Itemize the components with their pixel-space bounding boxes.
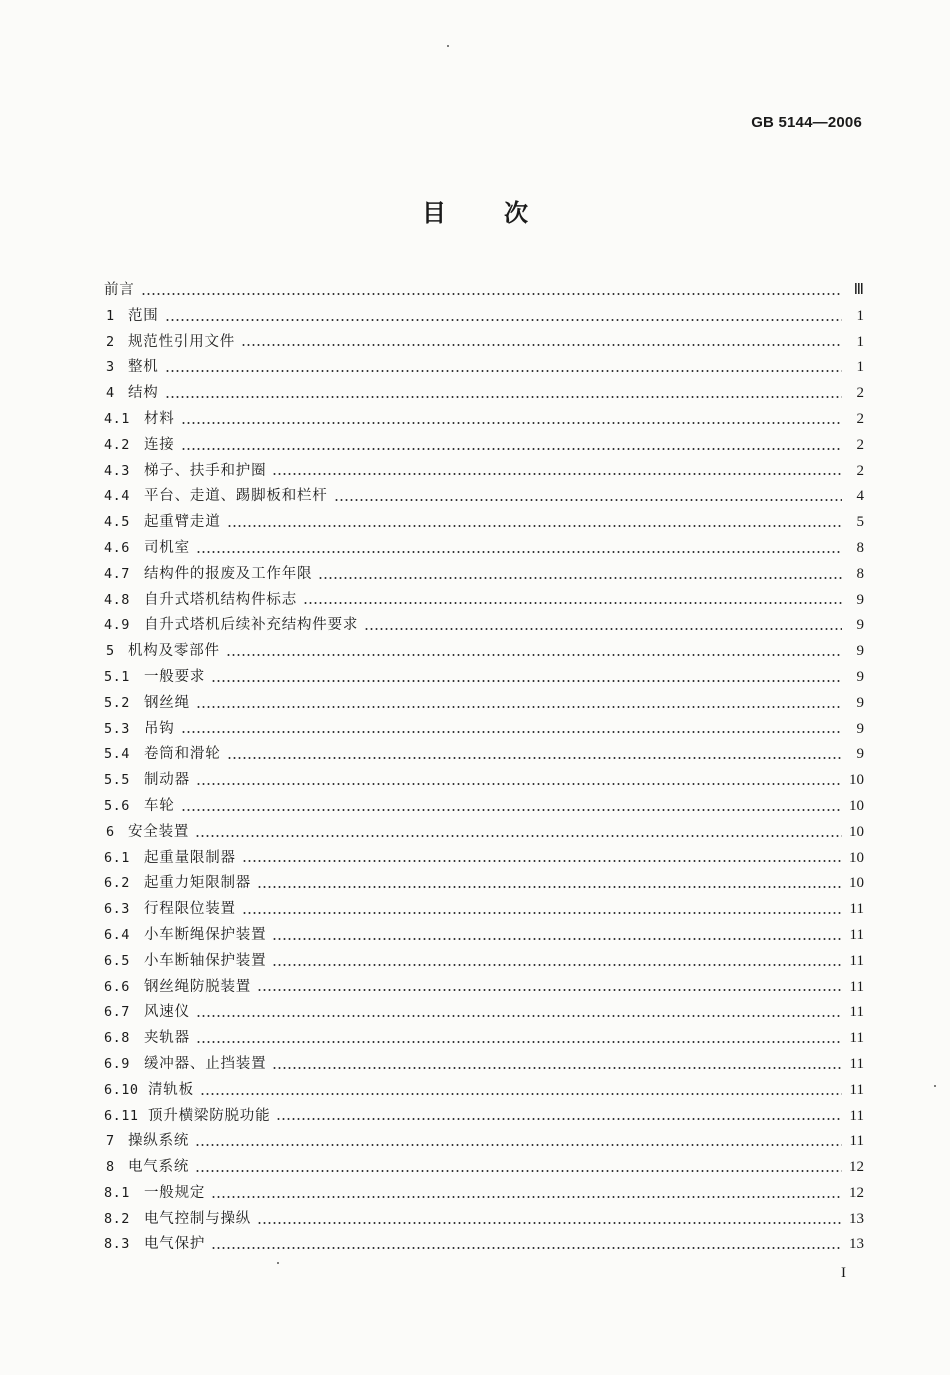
toc-entry-page: 9 [856,643,864,660]
toc-entry-number: 8 [106,1159,115,1176]
toc-entry-page: 9 [856,720,864,737]
toc-entry-label: 自升式塔机结构件标志 [144,591,297,608]
toc-entry[interactable] [104,1181,864,1207]
toc-entry-label: 起重量限制器 [144,849,236,866]
toc-dot-leader [226,649,842,661]
toc-dot-leader [181,804,842,816]
toc-entry-number: 5.6 [104,797,130,814]
toc-entry[interactable] [104,768,864,794]
toc-entry-page: 11 [849,901,864,918]
toc-dot-leader [211,675,842,687]
toc-entry-number: 4.1 [104,410,130,427]
toc-entry-page: 10 [849,797,864,814]
toc-entry[interactable] [104,871,864,897]
toc-entry-label: 清轨板 [148,1081,194,1098]
toc-entry[interactable] [104,820,864,846]
toc-entry-page: 9 [856,746,864,763]
toc-entry-page: 9 [856,668,864,685]
toc-entry-label: 小车断轴保护装置 [144,952,267,969]
toc-dot-leader [181,417,842,429]
toc-entry[interactable] [104,1129,864,1155]
toc-entry[interactable] [104,949,864,975]
toc-dot-leader [165,365,842,377]
toc-entry-number: 5.3 [104,720,130,737]
toc-dot-leader [318,572,842,584]
toc-entry-number: 1 [106,307,115,324]
toc-entry[interactable] [104,1052,864,1078]
toc-entry[interactable] [104,562,864,588]
toc-dot-leader [211,1242,842,1254]
toc-entry[interactable] [104,613,864,639]
toc-entry-label: 缓冲器、止挡装置 [144,1055,267,1072]
toc-entry-number: 6.8 [104,1030,130,1047]
toc-dot-leader [196,1010,842,1022]
toc-entry-number: 6.6 [104,978,130,995]
toc-dot-leader [272,933,842,945]
toc-entry-page: 9 [856,591,864,608]
toc-entry-page: 11 [849,926,864,943]
toc-entry-number: 8.3 [104,1236,130,1253]
toc-entry-number: 6 [106,823,115,840]
toc-entry[interactable] [104,381,864,407]
toc-entry-page: 9 [856,694,864,711]
toc-entry-label: 行程限位装置 [144,901,236,918]
toc-entry-number: 6.10 [104,1081,139,1098]
toc-entry[interactable] [104,459,864,485]
toc-entry-number: 8.1 [104,1184,130,1201]
scan-speck [277,1262,279,1264]
toc-entry-number: 5.5 [104,772,130,789]
toc-entry-number: 2 [106,333,115,350]
toc-entry[interactable] [104,510,864,536]
toc-entry-label: 操纵系统 [128,1133,190,1150]
toc-entry-number: 6.4 [104,926,130,943]
toc-entry-number: 4.2 [104,436,130,453]
toc-entry-label: 电气保护 [144,1236,206,1253]
toc-dot-leader [196,1036,842,1048]
toc-dot-leader [241,339,842,351]
toc-entry[interactable] [104,665,864,691]
toc-entry-page: 1 [856,307,864,324]
toc-entry-label: 自升式塔机后续补充结构件要求 [144,617,359,634]
toc-dot-leader [334,494,842,506]
toc-entry-page: 2 [856,462,864,479]
toc-title [0,196,950,230]
toc-entry-label: 梯子、扶手和护圈 [144,462,267,479]
toc-entry-number: 6.2 [104,875,130,892]
toc-entry[interactable] [104,1026,864,1052]
toc-entry[interactable] [104,975,864,1001]
toc-dot-leader [303,597,842,609]
toc-entry-label: 范围 [128,307,159,324]
table-of-contents [104,278,864,1258]
toc-entry-number: 4.8 [104,591,130,608]
toc-entry-number: 5.1 [104,668,130,685]
toc-entry-number: 8.2 [104,1210,130,1227]
toc-entry[interactable] [104,846,864,872]
toc-title-char-2: 次 [504,199,528,227]
scan-speck [447,45,449,47]
toc-entry-number: 5 [106,643,115,660]
toc-entry-page: 10 [849,849,864,866]
toc-entry-page: 10 [849,875,864,892]
toc-entry[interactable] [104,433,864,459]
toc-title-char-1: 目 [422,199,446,227]
toc-entry-page: 8 [856,539,864,556]
toc-entry-page: Ⅲ [853,282,864,298]
toc-dot-leader [200,1088,842,1100]
toc-dot-leader [257,1217,842,1229]
toc-entry-label: 电气控制与操纵 [144,1210,252,1227]
page-number: I [841,1265,846,1281]
toc-entry-label: 材料 [144,410,175,427]
toc-dot-leader [257,984,842,996]
toc-dot-leader [165,314,842,326]
toc-dot-leader [196,546,842,558]
toc-entry-page: 12 [849,1159,864,1176]
toc-entry-page: 11 [849,1030,864,1047]
toc-entry-number: 4.4 [104,488,130,505]
toc-dot-leader [195,830,842,842]
toc-dot-leader [272,468,842,480]
toc-entry-label: 司机室 [144,539,190,556]
toc-entry[interactable] [104,1207,864,1233]
toc-entry-page: 1 [856,333,864,350]
toc-entry-number: 6.3 [104,901,130,918]
toc-entry-label: 钢丝绳防脱装置 [144,978,252,995]
toc-entry-number: 4.9 [104,617,130,634]
toc-entry-label: 结构 [128,385,159,402]
toc-dot-leader [242,855,842,867]
toc-entry-page: 11 [849,1055,864,1072]
toc-entry[interactable] [104,407,864,433]
toc-entry-label: 风速仪 [144,1004,190,1021]
toc-entry[interactable] [104,639,864,665]
toc-entry-label: 一般要求 [144,668,206,685]
toc-entry-label: 钢丝绳 [144,694,190,711]
toc-entry-number: 6.7 [104,1004,130,1021]
toc-entry-number: 6.5 [104,952,130,969]
toc-entry[interactable] [104,1104,864,1130]
toc-entry-label: 结构件的报废及工作年限 [144,565,313,582]
toc-entry-label: 前言 [104,282,135,298]
toc-entry-page: 10 [849,772,864,789]
toc-entry-number: 6.11 [104,1107,139,1124]
toc-entry[interactable] [104,1232,864,1258]
toc-entry-number: 6.9 [104,1055,130,1072]
toc-entry[interactable] [104,330,864,356]
toc-entry-label: 平台、走道、踢脚板和栏杆 [144,488,328,505]
toc-entry-number: 4.6 [104,539,130,556]
toc-entry-label: 整机 [128,359,159,376]
toc-entry-number: 5.4 [104,746,130,763]
toc-entry-number: 4.3 [104,462,130,479]
toc-entry-label: 机构及零部件 [128,643,220,660]
toc-entry[interactable] [104,1078,864,1104]
toc-dot-leader [272,1062,842,1074]
toc-entry-page: 9 [856,617,864,634]
toc-entry-page: 10 [849,823,864,840]
toc-entry-page: 5 [856,514,864,531]
toc-entry-page: 2 [856,385,864,402]
toc-dot-leader [272,959,842,971]
toc-entry[interactable] [104,278,864,304]
toc-entry-label: 起重臂走道 [144,514,221,531]
toc-dot-leader [181,726,842,738]
toc-dot-leader [276,1113,842,1125]
toc-dot-leader [181,443,842,455]
toc-entry[interactable] [104,355,864,381]
toc-entry[interactable] [104,484,864,510]
toc-entry[interactable] [104,742,864,768]
toc-entry-label: 小车断绳保护装置 [144,926,267,943]
toc-entry-label: 卷筒和滑轮 [144,746,221,763]
toc-dot-leader [257,881,842,893]
toc-entry-page: 11 [849,1081,864,1098]
toc-entry[interactable] [104,536,864,562]
toc-entry-label: 制动器 [144,772,190,789]
toc-dot-leader [141,288,842,300]
toc-entry-page: 11 [849,952,864,969]
toc-entry-number: 7 [106,1133,115,1150]
toc-dot-leader [211,1191,842,1203]
toc-dot-leader [196,701,842,713]
toc-entry-page: 2 [856,410,864,427]
toc-entry-page: 8 [856,565,864,582]
toc-entry-page: 11 [849,978,864,995]
scan-speck [934,1085,936,1087]
toc-entry-label: 起重力矩限制器 [144,875,252,892]
toc-entry-number: 3 [106,359,115,376]
toc-dot-leader [195,1139,842,1151]
toc-entry-label: 安全装置 [128,823,190,840]
toc-entry[interactable] [104,897,864,923]
toc-entry[interactable] [104,1000,864,1026]
toc-entry-label: 连接 [144,436,175,453]
toc-dot-leader [195,1165,842,1177]
toc-entry-label: 顶升横梁防脱功能 [148,1107,271,1124]
toc-dot-leader [196,778,842,790]
toc-entry-page: 11 [849,1133,864,1150]
toc-dot-leader [227,520,843,532]
toc-entry-number: 4 [106,385,115,402]
toc-dot-leader [165,391,842,403]
toc-entry-number: 5.2 [104,694,130,711]
toc-entry[interactable] [104,588,864,614]
toc-entry[interactable] [104,794,864,820]
toc-entry-number: 4.7 [104,565,130,582]
toc-dot-leader [227,752,843,764]
toc-entry-label: 规范性引用文件 [128,333,236,350]
toc-entry-page: 12 [849,1184,864,1201]
toc-entry-page: 13 [849,1210,864,1227]
toc-entry-number: 4.5 [104,514,130,531]
toc-entry-page: 11 [849,1107,864,1124]
toc-entry-page: 13 [849,1236,864,1253]
toc-entry-page: 2 [856,436,864,453]
toc-entry-label: 夹轨器 [144,1030,190,1047]
toc-entry-number: 6.1 [104,849,130,866]
toc-entry-page: 1 [856,359,864,376]
toc-entry[interactable] [104,923,864,949]
toc-entry-label: 电气系统 [128,1159,190,1176]
toc-entry-page: 11 [849,1004,864,1021]
toc-entry-label: 吊钩 [144,720,175,737]
toc-entry-page: 4 [856,488,864,505]
toc-entry[interactable] [104,691,864,717]
toc-entry-label: 一般规定 [144,1184,206,1201]
toc-dot-leader [242,907,842,919]
toc-entry[interactable] [104,717,864,743]
toc-entry-label: 车轮 [144,797,175,814]
standard-code: GB 5144—2006 [751,114,862,131]
toc-dot-leader [364,623,842,635]
toc-entry[interactable] [104,1155,864,1181]
toc-entry[interactable] [104,304,864,330]
